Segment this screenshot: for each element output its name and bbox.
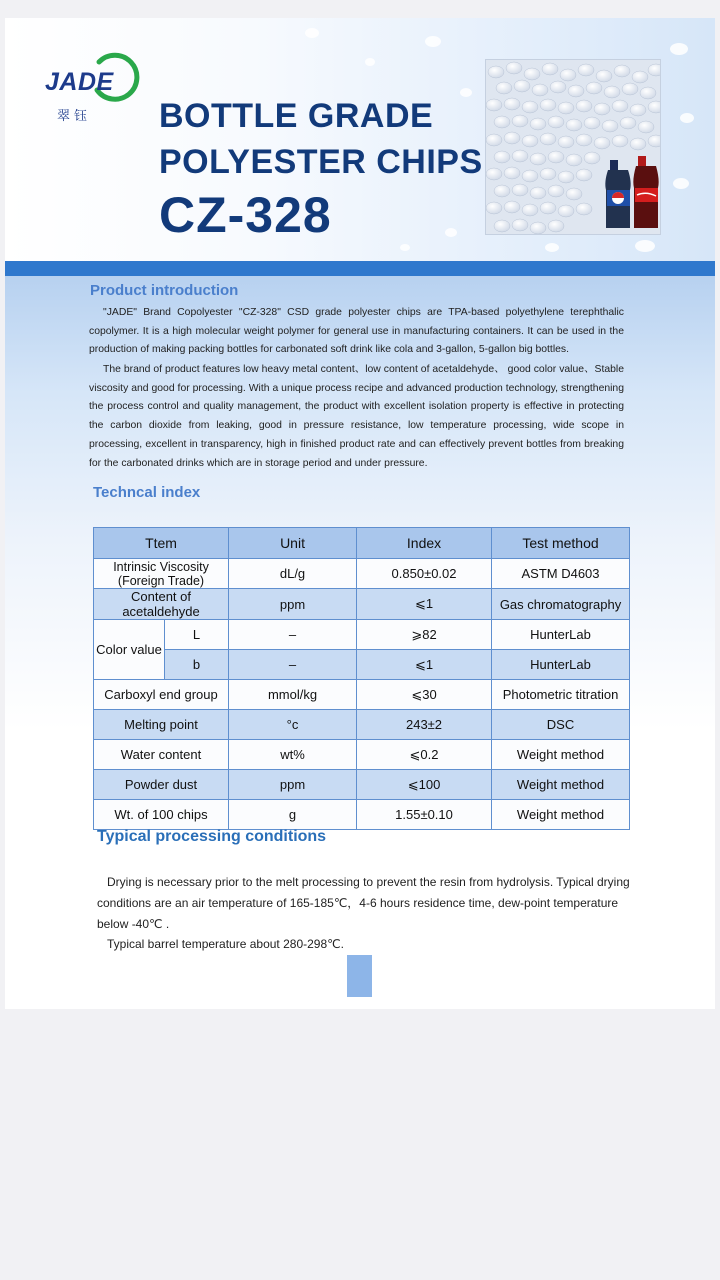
cell-unit: wt% (229, 740, 357, 770)
cell-index: ⩽1 (357, 650, 492, 680)
cell-index: 1.55±0.10 (357, 800, 492, 830)
cell-index: ⩽1 (357, 589, 492, 620)
jade-logo (45, 50, 145, 130)
cell-method: Weight method (492, 740, 630, 770)
cell-unit: mmol/kg (229, 680, 357, 710)
logo-chinese-name: 翠钰 (57, 108, 92, 123)
page-body (5, 276, 715, 1009)
cell-item: Wt. of 100 chips (94, 800, 229, 830)
cell-method: Weight method (492, 800, 630, 830)
product-photo (485, 59, 661, 235)
decor-dot (635, 240, 655, 252)
cell-method: Photometric titration (492, 680, 630, 710)
processing-paragraph-2: Typical barrel temperature about 280-298℃. (107, 937, 344, 951)
table-row (94, 650, 630, 680)
section-heading-intro: Product introduction (90, 282, 239, 299)
column-header-unit: Unit (229, 528, 357, 559)
page-header (5, 18, 715, 261)
table-row (94, 589, 630, 620)
column-header-method: Test method (492, 528, 630, 559)
product-model: CZ-328 (159, 187, 332, 243)
bottle-dark-icon (605, 160, 630, 228)
cell-item: Content of acetaldehyde (94, 589, 229, 620)
technical-index-table (93, 527, 630, 830)
page-marker (347, 955, 372, 997)
table-row (94, 559, 630, 589)
processing-paragraph-1: Drying is necessary prior to the melt processing to prevent the resin from hydrolysis. Typical drying conditions are an air temperature of 165-185℃，4-6 hours residence time, dew-point temperature below -40℃ . (97, 875, 630, 931)
decor-dot (400, 244, 410, 251)
cell-unit: dL/g (229, 559, 357, 589)
decor-dot (545, 243, 559, 252)
cell-method: ASTM D4603 (492, 559, 630, 589)
table-row (94, 620, 630, 650)
cell-index: ⩽30 (357, 680, 492, 710)
section-heading-processing: Typical processing conditions (97, 828, 327, 845)
section-heading-index: Techncal index (93, 484, 201, 501)
cell-item: Water content (94, 740, 229, 770)
cell-unit: ppm (229, 589, 357, 620)
column-header-item: Ttem (94, 528, 229, 559)
table-row (94, 680, 630, 710)
cell-index: 0.850±0.02 (357, 559, 492, 589)
cell-method: Gas chromatography (492, 589, 630, 620)
table-row (94, 710, 630, 740)
cell-index: ⩽0.2 (357, 740, 492, 770)
cell-item: Powder dust (94, 770, 229, 800)
table-header-row (94, 528, 630, 559)
cell-index: ⩽100 (357, 770, 492, 800)
cell-unit: ppm (229, 770, 357, 800)
header-band (5, 261, 715, 276)
cell-item: Carboxyl end group (94, 680, 229, 710)
decor-dot (670, 43, 688, 55)
column-header-index: Index (357, 528, 492, 559)
table-row (94, 740, 630, 770)
decor-dot (680, 113, 694, 123)
decor-dot (445, 228, 457, 237)
table-row (94, 800, 630, 830)
chips-bottles-image (486, 60, 660, 234)
intro-paragraph-2: The brand of product features low heavy metal content、low content of acetaldehyde、 good color value、Stable viscosity and good for processing. With a unique process recipe and advanced production technology, strengthening the process control and quality management, the product with excellent isolation property is effective in protecting the carbon dioxide from leaking, good in pressure resistance, low temperature processing, wide scope in processing, excellent in transparency, high in finished product rate and can effectively prevent bottles from breaking for the carbonated drinks which are in storage period and under pressure. (89, 364, 624, 469)
cell-subitem: L (165, 620, 229, 650)
cell-index: ⩾82 (357, 620, 492, 650)
decor-dot (365, 58, 375, 66)
cell-method: HunterLab (492, 620, 630, 650)
decor-dot (305, 28, 319, 38)
cell-unit: – (229, 650, 357, 680)
cell-subitem: b (165, 650, 229, 680)
title-line-2: POLYESTER CHIPS (159, 143, 483, 181)
decor-dot (673, 178, 689, 189)
cell-unit: g (229, 800, 357, 830)
table-row (94, 770, 630, 800)
document-page (5, 18, 715, 1009)
bottle-red-icon (633, 156, 658, 228)
cell-index: 243±2 (357, 710, 492, 740)
cell-item: Melting point (94, 710, 229, 740)
cell-unit: °c (229, 710, 357, 740)
cell-method: HunterLab (492, 650, 630, 680)
cell-item-color-value: Color value (94, 620, 165, 680)
cell-method: Weight method (492, 770, 630, 800)
logo-brand: JADE (45, 68, 114, 96)
cell-item: Intrinsic Viscosity (Foreign Trade) (94, 559, 229, 589)
intro-paragraph-1: "JADE" Brand Copolyester "CZ-328" CSD grade polyester chips are TPA-based polyethylene terephthalic copolymer. It is a high molecular weight polymer for general use in manufacturing containers. It can be used in the production of making packing bottles for carbonated soft drink like cola and 3-gallon, 5-gallon big bottles. (89, 307, 624, 356)
decor-dot (425, 36, 441, 47)
decor-dot (460, 88, 472, 97)
cell-method: DSC (492, 710, 630, 740)
title-line-1: BOTTLE GRADE (159, 97, 434, 135)
cell-unit: – (229, 620, 357, 650)
